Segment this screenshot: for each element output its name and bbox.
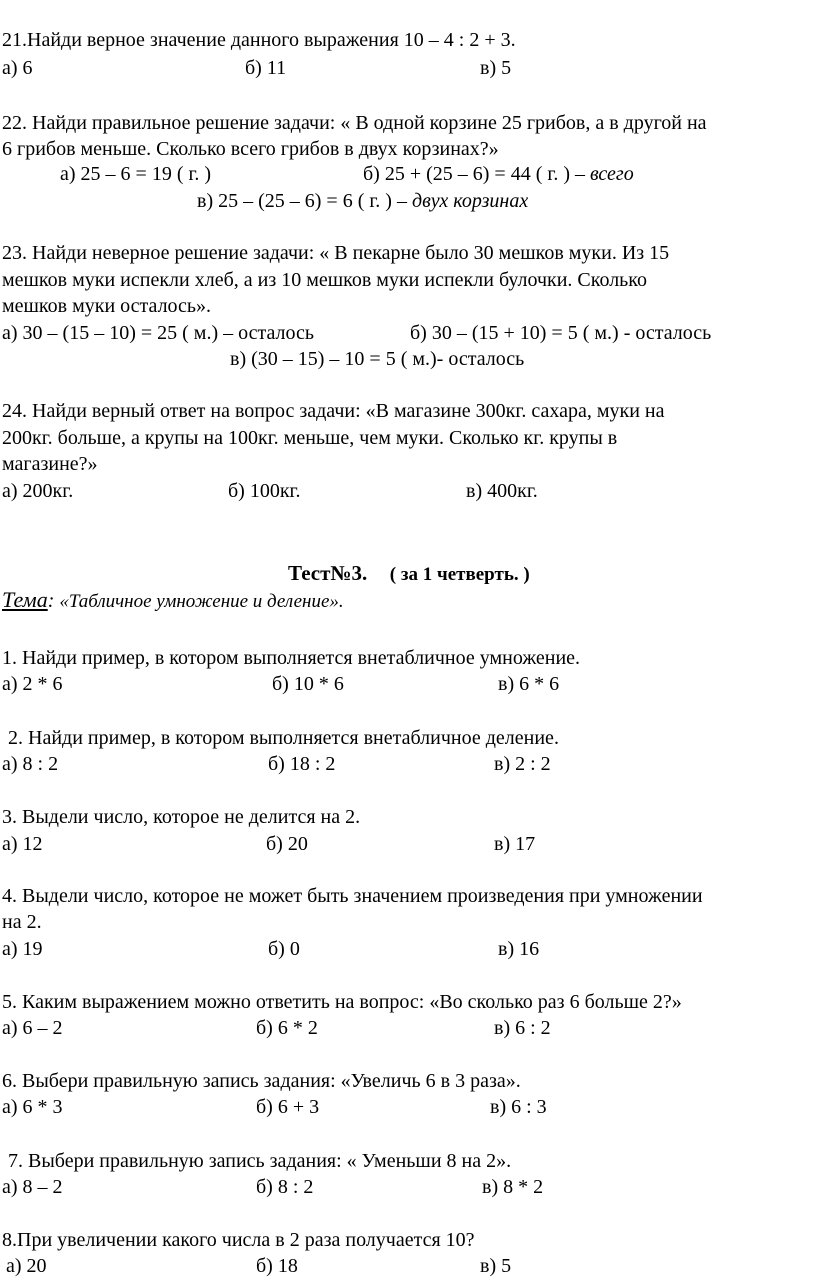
t1-option-a: а) 2 * 6 [2, 673, 63, 695]
tema-label: Тема [2, 587, 48, 612]
t7-option-c: в) 8 * 2 [482, 1176, 544, 1198]
q22-option-c-text: в) 25 – (25 – 6) = 6 ( г. ) – [197, 190, 407, 212]
t2-question: 2. Найди пример, в котором выполняется внетабличное деление. [8, 727, 559, 749]
t7-question: 7. Выбери правильную запись задания: « Уменьши 8 на 2». [8, 1150, 512, 1172]
q22-option-c-note: двух корзинах [411, 190, 529, 212]
q21-option-b: б) 11 [245, 57, 287, 79]
t3-option-a: а) 12 [2, 833, 43, 855]
q23-option-a: а) 30 – (15 – 10) = 25 ( м.) – осталось [2, 322, 315, 344]
q23-option-b: б) 30 – (15 + 10) = 5 ( м.) - осталось [410, 322, 712, 344]
t5-option-c: в) 6 : 2 [494, 1017, 551, 1039]
t4-option-c: в) 16 [498, 938, 540, 960]
q22-option-b [363, 161, 634, 187]
t3-question: 3. Выдели число, которое не делится на 2. [2, 806, 361, 828]
t4-option-a: а) 19 [2, 938, 43, 960]
t5-question: 5. Каким выражением можно ответить на вопрос: «Во сколько раз 6 больше 2?» [2, 991, 682, 1013]
q22-option-c [197, 188, 528, 214]
t4-option-b: б) 0 [268, 938, 300, 960]
t5-option-b: б) 6 * 2 [256, 1017, 318, 1039]
t7-option-a: а) 8 – 2 [2, 1176, 63, 1198]
t4-line-2: на 2. [2, 911, 42, 933]
t8-option-c: в) 5 [480, 1255, 512, 1277]
q21-option-a: а) 6 [2, 57, 33, 79]
t2-option-b: б) 18 : 2 [268, 753, 336, 775]
t1-option-c: в) 6 * 6 [498, 673, 560, 695]
t6-option-a: а) 6 * 3 [2, 1096, 63, 1118]
q24-line-1: 24. Найди верный ответ на вопрос задачи: «В магазине 300кг. сахара, муки на [2, 400, 665, 422]
q22-option-b-note: всего [589, 163, 634, 185]
t8-option-a: а) 20 [6, 1255, 47, 1277]
t3-option-b: б) 20 [266, 833, 308, 855]
t4-line-1: 4. Выдели число, которое не может быть значением произведения при умножении [2, 885, 703, 907]
q21-option-c: в) 5 [480, 57, 512, 79]
test-title: Тест№3. [288, 561, 368, 585]
q22-line-1: 22. Найди правильное решение задачи: « В одной корзине 25 грибов, а в другой на [2, 112, 707, 134]
q23-line-3: мешков муки осталось». [2, 295, 212, 317]
t2-option-c: в) 2 : 2 [494, 753, 551, 775]
q23-option-c: в) (30 – 15) – 10 = 5 ( м.)- осталось [230, 348, 525, 370]
tema-text: «Табличное умножение и деление». [59, 591, 344, 612]
t8-option-b: б) 18 [256, 1255, 298, 1277]
q23-line-1: 23. Найди неверное решение задачи: « В пекарне было 30 мешков муки. Из 15 [2, 242, 670, 264]
t8-question: 8.При увеличении какого числа в 2 раза получается 10? [2, 1229, 475, 1251]
t6-question: 6. Выбери правильную запись задания: «Увеличь 6 в 3 раза». [2, 1070, 521, 1092]
test-heading [288, 560, 530, 588]
q24-option-b: б) 100кг. [228, 480, 301, 502]
q22-line-2: 6 грибов меньше. Сколько всего грибов в двух корзинах?» [2, 138, 499, 160]
q24-option-c: в) 400кг. [466, 480, 538, 502]
q22-option-a: а) 25 – 6 = 19 ( г. ) [60, 163, 212, 185]
t7-option-b: б) 8 : 2 [256, 1176, 314, 1198]
q21-question: 21.Найди верное значение данного выражения 10 – 4 : 2 + 3. [2, 29, 516, 51]
t1-question: 1. Найди пример, в котором выполняется внетабличное умножение. [2, 647, 581, 669]
q24-line-2: 200кг. больше, а крупы на 100кг. меньше, чем муки. Сколько кг. крупы в [2, 427, 618, 449]
t3-option-c: в) 17 [494, 833, 536, 855]
t5-option-a: а) 6 – 2 [2, 1017, 63, 1039]
test-subtitle: ( за 1 четверть. ) [389, 564, 530, 585]
t6-option-c: в) 6 : 3 [490, 1096, 547, 1118]
t2-option-a: а) 8 : 2 [2, 753, 59, 775]
q24-line-3: магазине?» [2, 453, 98, 475]
q23-line-2: мешков муки испекли хлеб, а из 10 мешков муки испекли булочки. Сколько [2, 269, 647, 291]
t6-option-b: б) 6 + 3 [256, 1096, 320, 1118]
tema-line [2, 587, 344, 615]
tema-colon: : [47, 590, 55, 612]
q22-option-b-text: б) 25 + (25 – 6) = 44 ( г. ) – [363, 163, 585, 185]
q24-option-a: а) 200кг. [2, 480, 74, 502]
t1-option-b: б) 10 * 6 [272, 673, 344, 695]
